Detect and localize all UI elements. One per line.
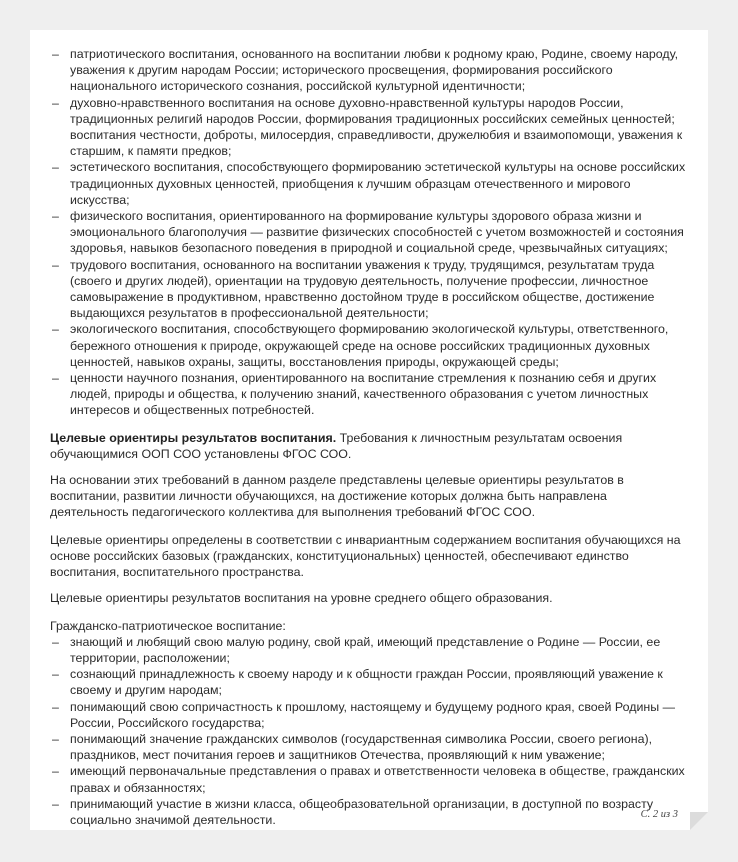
paragraph: Целевые ориентиры результатов воспитания на уровне среднего общего образования.	[50, 591, 553, 606]
list-item: – имеющий первоначальные представления о правах и ответственности человека в обществе, гражданских правах и обязанностях;	[50, 763, 688, 795]
document-page	[30, 30, 708, 830]
paragraph-target-guidelines	[50, 430, 688, 462]
page-number: С. 2 из 3	[640, 809, 678, 820]
list-item: – экологического воспитания, способствующего формированию экологической культуры, ответственного, бережного отношения к природе, окружающей среде на основе российских традиционных духовных ценностей, навыков охраны, защиты, восстановления природы, окружающей среды;	[50, 321, 688, 370]
list-item: – сознающий принадлежность к своему народу и к общности граждан России, проявляющий уважение к своему и другим народам;	[50, 666, 688, 698]
paragraph-text: Требования к личностным результатам освоения обучающимися ООП СОО установлены ФГОС СОО.	[50, 430, 623, 461]
list-item: – знающий и любящий свою малую родину, свой край, имеющий представление о Родине — России, ее территории, расположении;	[50, 634, 688, 666]
list-item: – патриотического воспитания, основанного на воспитании любви к родному краю, Родине, своему народу, уважения к другим народам России; исторического просвещения, формирования российского национального исторического сознания, российской культурной идентичности;	[50, 46, 688, 95]
section-heading: Целевые ориентиры результатов воспитания.	[50, 430, 337, 445]
list-item: – понимающий свою сопричастность к прошлому, настоящему и будущему родного края, своей Родины — России, Российского государства;	[50, 699, 688, 731]
list-item: – трудового воспитания, основанного на воспитании уважения к труду, трудящимся, результатам труда (своего и других людей), ориентации на трудовую деятельность, получение профессии, личностное самовыражение в продуктивном, нравственно достойном труде в российском обществе, достижение выдающихся результатов в профессиональной деятельности;	[50, 257, 688, 322]
paragraph: Целевые ориентиры определены в соответствии с инвариантным содержанием воспитания обучающихся на основе российских базовых (гражданских, конституциональных) ценностей, обеспечивают единство воспитания, воспитательного пространства.	[50, 532, 681, 580]
paragraph: На основании этих требований в данном разделе представлены целевые ориентиры результатов в воспитании, развитии личности обучающихся, на достижение которых должна быть направлена деятельность педагогического коллектива для выполнения требований ФГОС СОО.	[50, 473, 624, 520]
subsection-label: Гражданско-патриотическое воспитание:	[50, 618, 286, 633]
civic-patriotic-list	[50, 634, 688, 828]
list-item: – эстетического воспитания, способствующего формированию эстетической культуры на основе российских традиционных духовных ценностей, приобщения к лучшим образцам отечественного и мирового искусства;	[50, 159, 688, 208]
paragraph-civic-intro	[50, 618, 688, 634]
list-item: – духовно-нравственного воспитания на основе духовно-нравственной культуры народов России, традиционных религий народов России, формирования традиционных российских семейных ценностей; воспитания честности, доброты, милосердия, справедливости, дружелюбия и взаимопомощи, уважения к старшим, к памяти предков;	[50, 95, 688, 160]
page-corner-fold	[690, 812, 708, 830]
education-directions-list	[50, 46, 688, 419]
list-item: – принимающий участие в жизни класса, общеобразовательной организации, в доступной по возрасту социально значимой деятельности.	[50, 796, 688, 828]
list-item: – ценности научного познания, ориентированного на воспитание стремления к познанию себя и других людей, природы и общества, к получению знаний, качественного образования с учетом личностных интересов и общественных потребностей.	[50, 370, 688, 419]
list-item: – физического воспитания, ориентированного на формирование культуры здорового образа жизни и эмоционального благополучия — развитие физических способностей с учетом возможностей и состояния здоровья, навыков безопасного поведения в природной и социальной среде, чрезвычайных ситуациях;	[50, 208, 688, 257]
list-item: – понимающий значение гражданских символов (государственная символика России, своего региона), праздников, мест почитания героев и защитников Отечества, проявляющий к ним уважение;	[50, 731, 688, 763]
